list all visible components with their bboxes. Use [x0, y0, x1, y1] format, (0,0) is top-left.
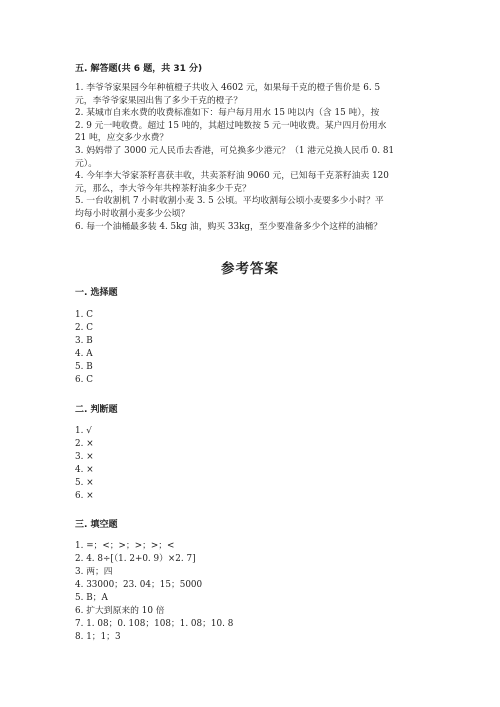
answer-item: 3. 两；四	[75, 567, 113, 577]
answer-item: 3. ×	[75, 452, 94, 462]
section1-title: 一. 选择题	[75, 288, 118, 298]
q1-line-1: 1. 李爷爷家果园今年种植橙子共收入 4602 元，如果每千克的橙子售价是 6. 5	[75, 83, 381, 93]
answer-item: 1. C	[75, 310, 93, 320]
answer-item: 5. B；A	[75, 593, 108, 603]
q3-line-2: 元）。	[75, 158, 97, 169]
answer-item: 3. B	[75, 336, 93, 346]
answer-item: 6. 扩大到原来的 10 倍	[75, 606, 165, 616]
q4-line-2: 元，那么，李大爷今年共榨茶籽油多少千克？	[75, 183, 251, 194]
q5-line-1: 5. 一台收割机 7 小时收割小麦 3. 5 公顷。平均收割每公顷小麦要多少小时？平	[75, 196, 384, 207]
answer-item: 5. ×	[75, 478, 94, 488]
answer-item: 1. =；<；>；>；>；<	[75, 541, 175, 551]
section2-title: 二. 判断题	[75, 405, 118, 415]
q1-line-2: 元，李爷爷家果园出售了多少千克的橙子？	[75, 95, 243, 106]
answer-item: 2. 4. 8÷[（1. 2+0. 9）×2. 7]	[75, 554, 196, 564]
answer-item: 4. A	[75, 349, 93, 359]
answer-item: 7. 1. 08；0. 108；108；1. 08；10. 8	[75, 619, 234, 629]
answer-item: 6. ×	[75, 491, 94, 501]
section5-body	[75, 82, 435, 233]
section3-title: 三. 填空题	[75, 520, 118, 530]
q2-line-1: 2. 某城市自来水费的收费标准如下：每户每月用水 15 吨以内（含 15 吨），按	[75, 108, 380, 119]
q2-line-2: 2. 9 元一吨收费。超过 15 吨的，其超过吨数按 5 元一吨收费。某户四月份用水	[75, 120, 387, 131]
q2-line-3: 21 吨，应交多少水费？	[75, 133, 169, 144]
answer-item: 4. 33000；23. 04；15；5000	[75, 580, 203, 590]
answers-title: 参考答案	[221, 261, 279, 277]
section5-title: 五. 解答题(共 6 题，共 31 分)	[75, 64, 203, 74]
section3-answers	[75, 540, 233, 644]
section1-answers	[75, 309, 93, 387]
section2-answers	[75, 425, 94, 503]
answer-item: 5. B	[75, 362, 93, 372]
answer-item: 4. ×	[75, 465, 94, 475]
q6-line-1: 6. 每一个油桶最多装 4. 5kg 油，购买 33kg，至少要准备多少个这样的油桶？	[75, 221, 382, 232]
q5-line-2: 均每小时收割小麦多少公顷？	[75, 208, 190, 219]
answer-item: 2. ×	[75, 439, 94, 449]
answer-item: 1. √	[75, 426, 92, 436]
answer-item: 6. C	[75, 375, 93, 385]
q3-line-1: 3. 妈妈带了 3000 元人民币去香港，可兑换多少港元？（1 港元兑换人民币 0. 81	[75, 145, 395, 156]
answer-item: 8. 1；1；3	[75, 632, 121, 642]
answer-item: 2. C	[75, 323, 93, 333]
q4-line-1: 4. 今年李大爷家茶籽喜获丰收，共卖茶籽油 9060 元，已知每千克茶籽油卖 120	[75, 171, 389, 182]
